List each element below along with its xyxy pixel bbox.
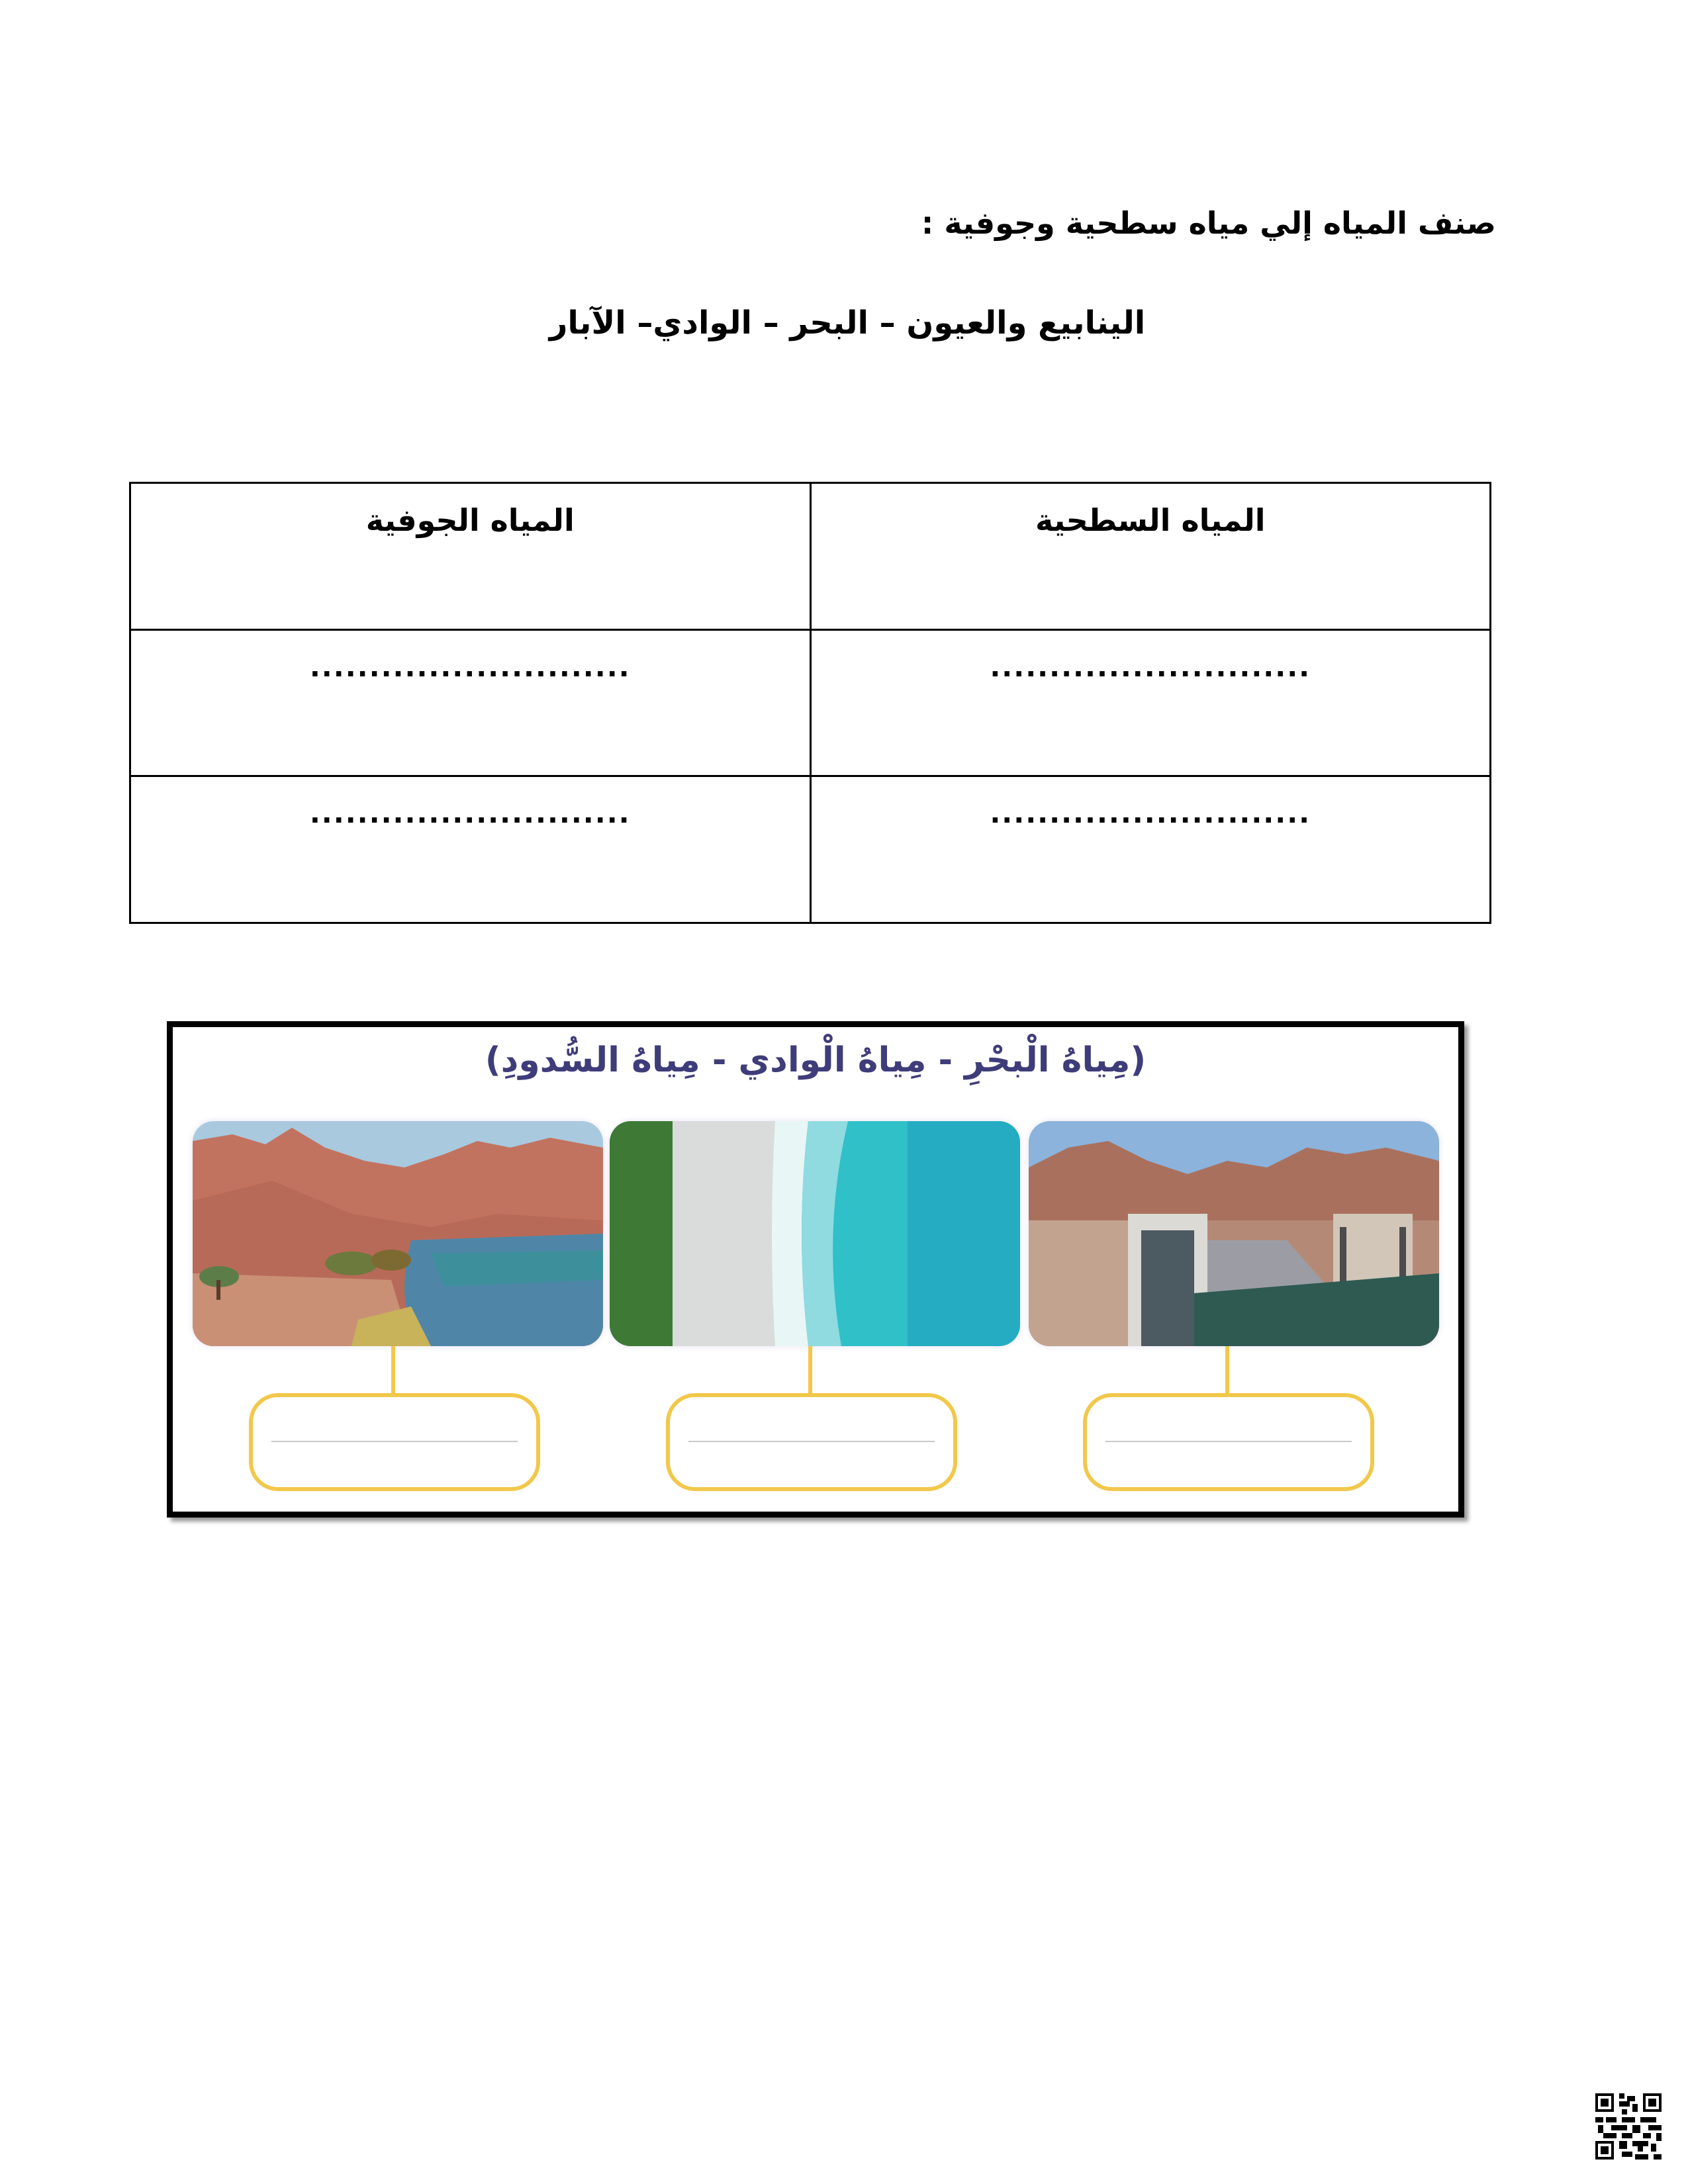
connector-line [808, 1346, 812, 1394]
header-groundwater: المياه الجوفية [130, 483, 811, 630]
answer-line [1105, 1441, 1352, 1442]
answer-cell-ground-1[interactable]: ........................... [130, 629, 811, 776]
header-surface-water: المياه السطحية [810, 483, 1491, 630]
table-row [130, 629, 1491, 776]
answer-box-wadi[interactable] [249, 1393, 540, 1491]
sea-beach-photo [610, 1121, 1020, 1346]
word-bank: الينابيع والعيون – البحر – الوادي– الآبار [549, 304, 1146, 341]
table-header-row [130, 483, 1491, 630]
answer-box-sea[interactable] [666, 1393, 957, 1491]
table-row [130, 776, 1491, 923]
qr-code-icon [1595, 2093, 1662, 2160]
classification-table [129, 482, 1491, 924]
answer-cell-surface-1[interactable]: ........................... [810, 629, 1491, 776]
dam-photo [1029, 1121, 1439, 1346]
connector-line [1225, 1346, 1229, 1394]
answer-line [688, 1441, 935, 1442]
answer-line [271, 1441, 518, 1442]
instruction-text: صنف المياه إلي مياه سطحية وجوفية : [921, 205, 1496, 241]
answer-box-dam[interactable] [1083, 1393, 1374, 1491]
wadi-photo [193, 1121, 603, 1346]
picture-activity-box [167, 1021, 1464, 1518]
answer-cell-ground-2[interactable]: ........................... [130, 776, 811, 923]
answer-cell-surface-2[interactable]: ........................... [810, 776, 1491, 923]
connector-line [391, 1346, 395, 1394]
picture-activity-title: (مِياهُ الْبحْرِ - مِياهُ الْوادي - مِياهُ السُّدودِ) [485, 1040, 1147, 1080]
